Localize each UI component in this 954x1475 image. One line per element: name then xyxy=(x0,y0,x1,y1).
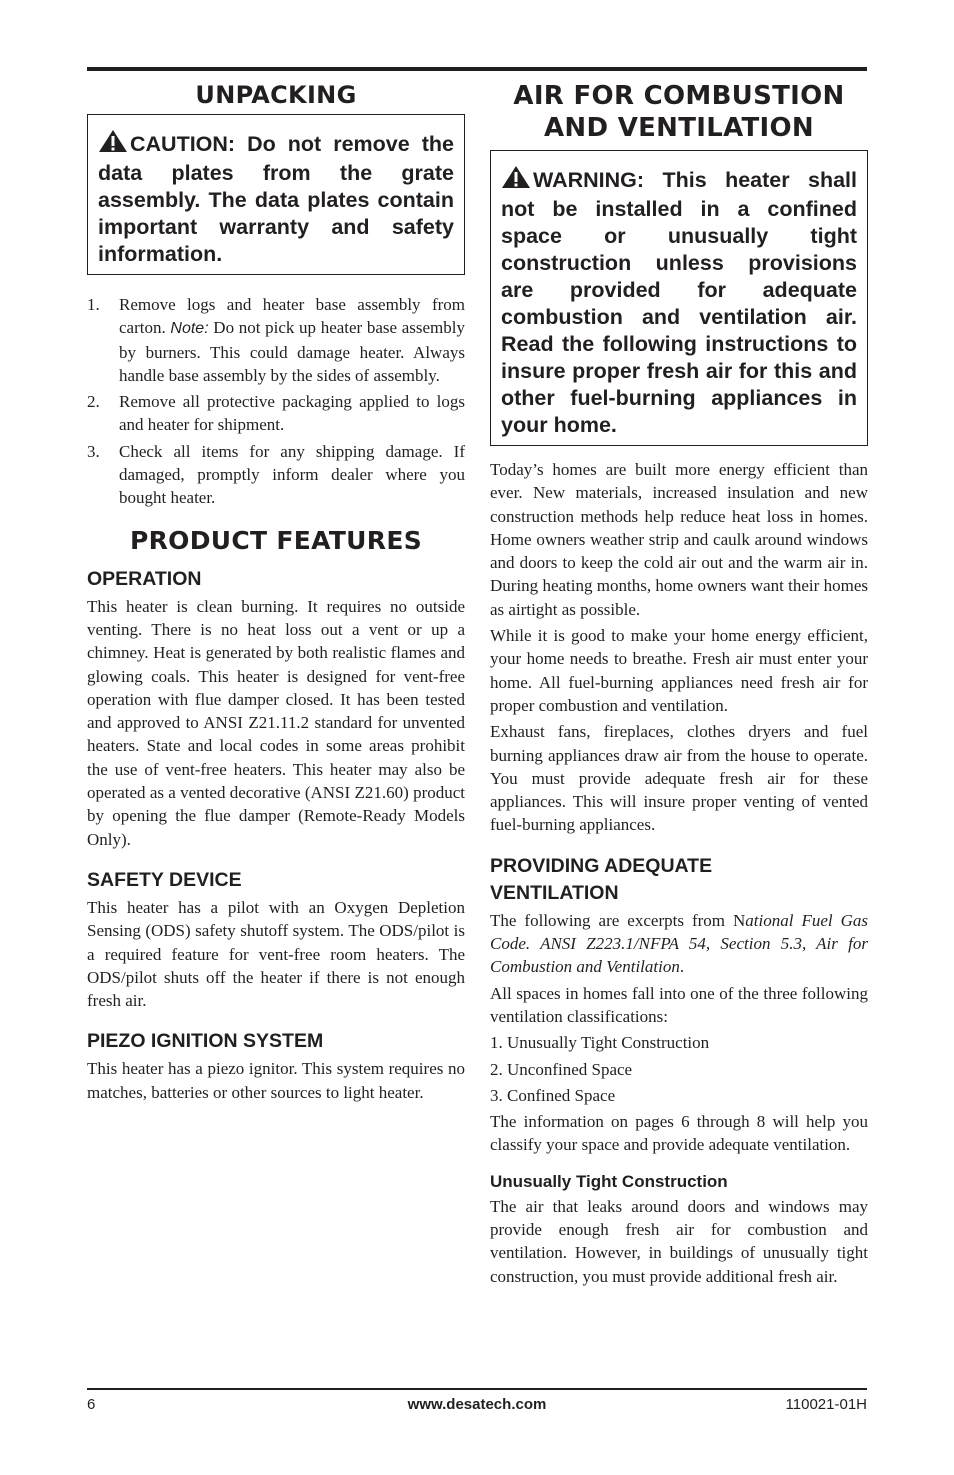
caution-box xyxy=(87,114,465,275)
unusually-tight-heading: Unusually Tight Construction xyxy=(490,1171,728,1191)
list-item: 2. Unconfined Space xyxy=(490,1059,633,1079)
safety-device-text: This heater has a pilot with an Oxygen Depletion Sensing (ODS) safety shutoff system. The ODS/pilot is a required feature for vent-free room heaters. The ODS/pilot shuts off the heater if there is not enough fresh air. xyxy=(87,897,465,1011)
piezo-text: This heater has a piezo ignitor. This system requires no matches, batteries or other sources to light heater. xyxy=(87,1059,465,1102)
warning-triangle-icon xyxy=(98,129,128,160)
left-column xyxy=(87,80,465,1107)
providing-ventilation-heading: PROVIDING ADEQUATE VENTILATION xyxy=(490,854,713,904)
operation-heading: OPERATION xyxy=(87,567,202,590)
excerpt-text: The following are excerpts from National Fuel Gas Code. ANSI Z223.1/NFPA 54, Section 5.3, Air for Combustion and Ventilation. xyxy=(490,910,869,977)
top-rule xyxy=(87,67,867,71)
air-combustion-title: AIR FOR COMBUSTION AND VENTILATION xyxy=(513,81,845,143)
paragraph: While it is good to make your home energy efficient, your home needs to breathe. Fresh air must enter your home. All fuel-burning appliances need fresh air for proper combustion and ventilation. xyxy=(490,626,868,715)
info-text: The information on pages 6 through 8 will help you classify your space and provide adequate ventilation. xyxy=(490,1112,868,1155)
unpacking-title: UNPACKING xyxy=(195,81,357,109)
list-item: 3. Check all items for any shipping damage. If damaged, promptly inform dealer where you bought heater. xyxy=(87,441,465,508)
caution-text: CAUTION: Do not remove the data plates from the grate assembly. The data plates contain important warranty and safety information. xyxy=(98,132,454,266)
warning-box xyxy=(490,150,868,446)
safety-device-heading: SAFETY DEVICE xyxy=(87,868,242,891)
list-item: 1. Remove logs and heater base assembly from carton. Note: Do not pick up heater base assembly by burners. This could damage heater. Always handle base assembly by the sides of assembly. xyxy=(87,295,465,385)
list-item: 2. Remove all protective packaging applied to logs and heater for shipment. xyxy=(87,392,465,435)
unpacking-steps xyxy=(87,293,465,510)
list-item: 1. Unusually Tight Construction xyxy=(490,1033,710,1053)
note-label: Note: xyxy=(170,320,209,338)
footer-url: www.desatech.com xyxy=(407,1396,547,1413)
operation-text: This heater is clean burning. It requires no outside venting. There is no heat loss out a vent or up a chimney. Heat is generated by both realistic flames and glowing coals. This heater is designed for vent-free operation with flue damper closed. It has been tested and approved to ANSI Z21.11.2 standard for unvented heaters. State and local codes in some areas prohibit the use of vent-free heaters. This heater may also be operated as a vented decorative (ANSI Z21.60) product by opening the flue damper (Remote-Ready Models Only). xyxy=(87,596,465,849)
product-features-title: PRODUCT FEATURES xyxy=(129,525,423,555)
right-column xyxy=(490,80,868,1291)
classification-list xyxy=(490,1031,868,1107)
paragraph: Exhaust fans, fireplaces, clothes dryers and fuel burning appliances draw air from the house to operate. You must provide adequate fresh air for these appliances. This will insure proper venting of vented fuel-burning appliances. xyxy=(490,722,868,835)
warning-text: WARNING: This heater shall not be installed in a confined space or unusually tight construction unless provisions are provided for adequate combustion and ventilation air. Read the following instructions to insure proper fresh air for this and other fuel-burning appliances in your home. xyxy=(501,168,857,437)
unusually-tight-text: The air that leaks around doors and windows may provide enough fresh air for combustion and ventilation. However, in buildings of unusually tight construction, you must provide additional fresh air. xyxy=(490,1196,868,1286)
bottom-rule xyxy=(87,1388,867,1390)
piezo-heading: PIEZO IGNITION SYSTEM xyxy=(87,1030,324,1053)
paragraph: Today’s homes are built more energy efficient than ever. New materials, increased insulation and new construction methods help reduce heat loss in homes. Home owners weather strip and caulk around windows and doors to keep the cold air out and the warm air in. During heating months, home owners want their homes as airtight as possible. xyxy=(490,460,868,619)
warning-triangle-icon xyxy=(501,165,531,196)
classes-intro: All spaces in homes fall into one of the three following ventilation classifications: xyxy=(490,983,868,1026)
list-item: 3. Confined Space xyxy=(490,1085,616,1105)
document-code: 110021-01H xyxy=(785,1396,867,1413)
page-number: 6 xyxy=(87,1396,96,1413)
